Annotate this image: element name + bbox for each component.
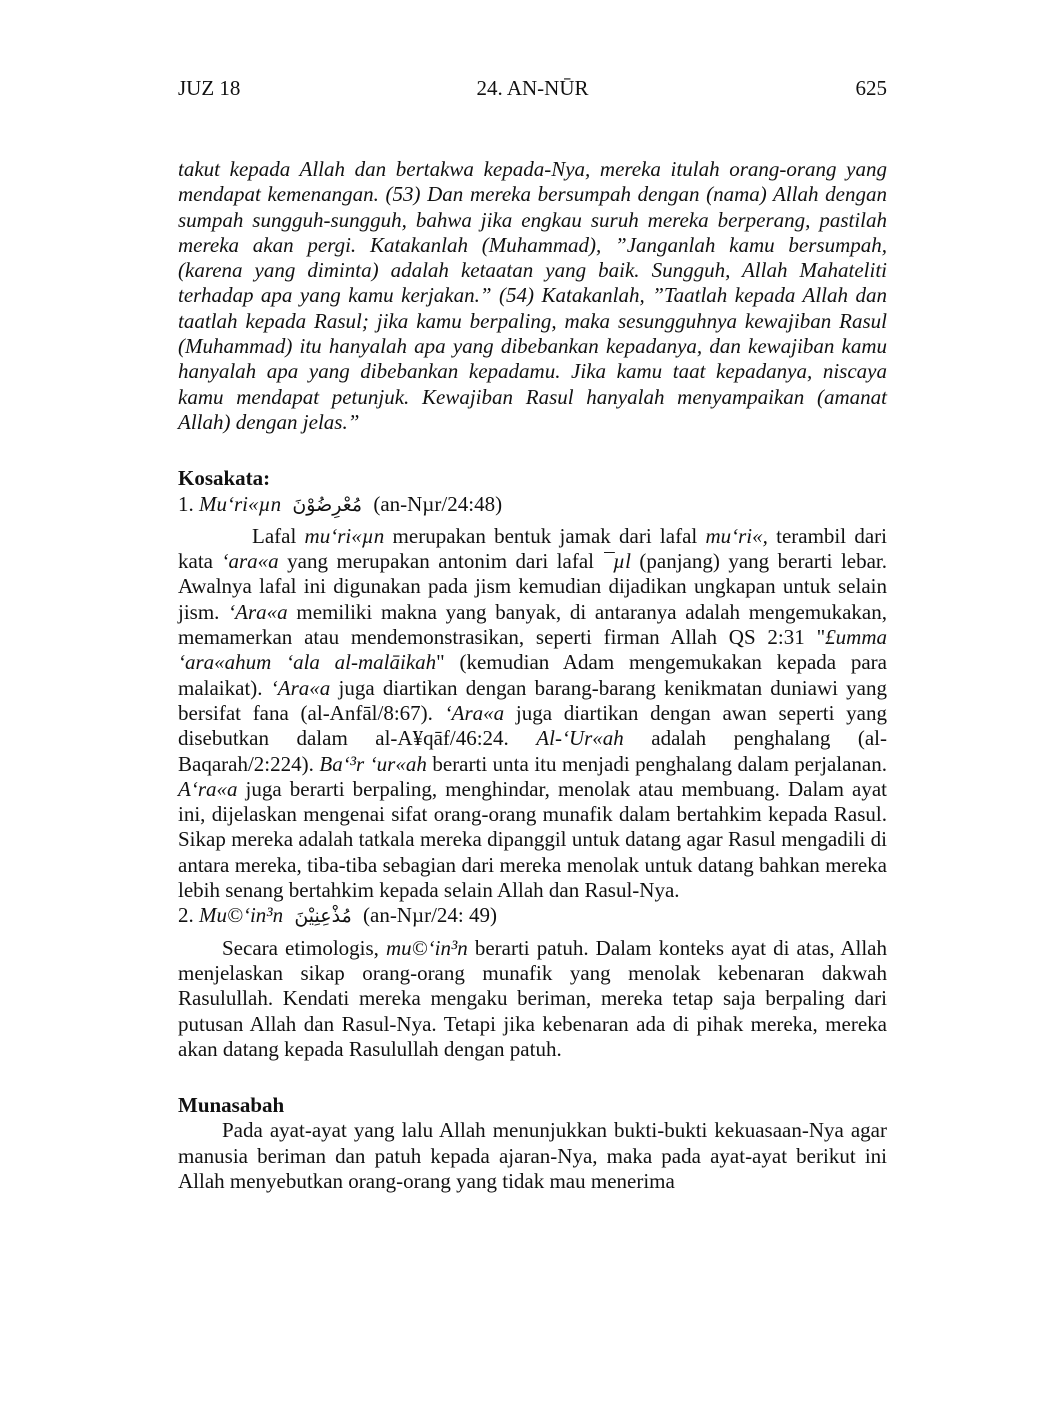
- entry-reference: (an-Nµr/24: 49): [363, 903, 497, 928]
- vocab-explanation-1: Lafal mu‘ri«µn merupakan bentuk jamak dari lafal mu‘ri«, terambil dari kata ‘ara«a yang merupakan antonim dari lafal ¯µl (panjang) yang berarti lebar. Awalnya lafal ini digunakan pada jism kemudian dijadikan ungkapan untuk selain jism. ‘Ara«a memiliki makna yang banyak, di antaranya adalah mengemukakan, memamerkan atau mendemonstrasikan, seperti firman Allah QS 2:31 "£umma ‘ara«ahum ‘ala al-malāikah" (kemudian Adam mengemukakan kepada para malaikat). ‘Ara«a juga diartikan dengan barang-barang kenikmatan duniawi yang bersifat fana (al-Anfāl/8:67). ‘Ara«a juga diartikan dengan awan seperti yang disebutkan dalam al-A¥qāf/46:24. Al-‘Ur«ah adalah penghalang (al-Baqarah/2:224). Ba‘³r ‘ur«ah berarti unta itu menjadi penghalang dalam perjalanan. A‘ra«a juga berarti berpaling, menghindar, menolak atau membuang. Dalam ayat ini, dijelaskan mengenai sifat orang-orang munafik dalam bertahkim kepada Rasul. Sikap mereka adalah tatkala mereka dipanggil untuk datang agar Rasul mengadili di antara mereka, tiba-tiba sebagian dari mereka menolak untuk datang bahkan mereka lebih senang bertahkim kepada selain Allah dan Rasul-Nya.: [178, 523, 888, 903]
- entry-term: Mu©‘in³n: [199, 903, 284, 928]
- running-header: [178, 76, 887, 104]
- entry-number: 2.: [178, 903, 194, 928]
- munasabah-paragraph: Pada ayat-ayat yang lalu Allah menunjukkan bukti-bukti kekuasaan-Nya agar manusia beriman dan patuh kepada ajaran-Nya, maka pada ayat-ayat berikut ini Allah menyebutkan orang-orang yang tidak mau menerima: [178, 1118, 887, 1193]
- vocab-explanation-2: Secara etimologis, mu©‘in³n berarti patuh. Dalam konteks ayat di atas, Allah menjelaskan sikap orang-orang munafik yang menolak kebenaran dakwah Rasulullah. Kendati mereka mengaku beriman, mereka tetap saja berpaling dari putusan Allah dan Rasul-Nya. Tetapi jika kebenaran ada di pihak mereka, mereka akan datang kepada Rasulullah dengan patuh.: [178, 935, 888, 1061]
- vocab-entry-2: [178, 903, 887, 929]
- page-number: 625: [855, 76, 887, 100]
- page-body: [178, 157, 887, 1194]
- munasabah-heading: Munasabah: [178, 1093, 285, 1118]
- translation-paragraph: takut kepada Allah dan bertakwa kepada-Nya, mereka itulah orang-orang yang mendapat kemenangan. (53) Dan mereka bersumpah dengan (nama) Allah dengan sumpah sungguh-sungguh, bahwa jika engkau suruh mereka berperang, pastilah mereka akan pergi. Katakanlah (Muhammad), ”Janganlah kamu bersumpah, (karena yang diminta) adalah ketaatan yang baik. Sungguh, Allah Mahateliti terhadap apa yang kamu kerjakan.” (54) Katakanlah, ”Taatlah kepada Allah dan taatlah kepada Rasul; jika kamu berpaling, maka sesungguhnya kewajiban Rasul (Muhammad) itu hanyalah apa yang dibebankan kepadanya, dan kewajiban kamu hanyalah apa yang dibebankan kepadamu. Jika kamu taat kepadanya, niscaya kamu mendapat petunjuk. Kewajiban Rasul hanyalah menyampaikan (amanat Allah) dengan jelas.”: [178, 157, 887, 434]
- kosakata-heading: Kosakata:: [178, 466, 271, 491]
- vocab-entry-1: [178, 492, 887, 518]
- entry-reference: (an-Nµr/24:48): [373, 491, 503, 516]
- surah-title: 24. AN-NŪR: [476, 76, 589, 100]
- entry-term: Mu‘ri«µn: [199, 491, 282, 516]
- arabic-word: مُذْعِنِيْنَ: [294, 905, 352, 928]
- juz-label: JUZ 18: [178, 76, 241, 100]
- arabic-word: مُعْرِضُوْنَ: [292, 493, 363, 516]
- entry-number: 1.: [178, 491, 194, 516]
